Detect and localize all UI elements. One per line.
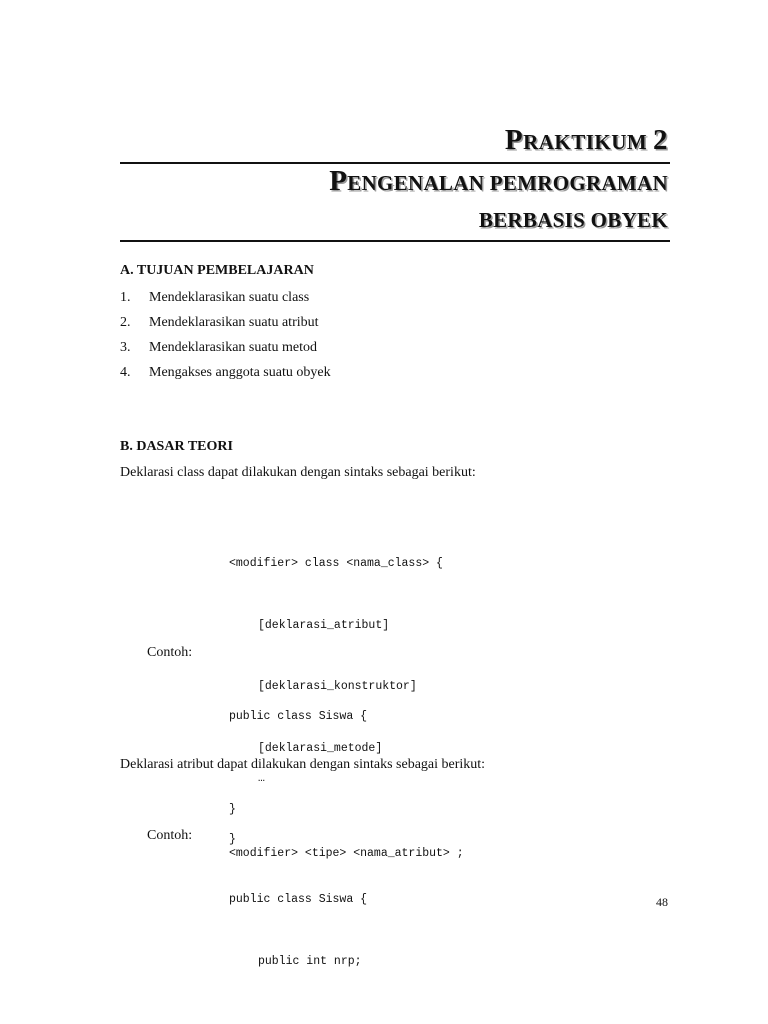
chapter-label	[505, 124, 668, 157]
attribute-declaration-paragraph: Deklarasi atribut dapat dilakukan dengan sintaks sebagai berikut:	[120, 757, 486, 772]
list-item: 1. Mendeklarasikan suatu class	[120, 290, 310, 305]
attribute-syntax-code: <modifier> <tipe> <nama_atribut> ;	[229, 847, 464, 860]
page-number: 48	[656, 895, 668, 909]
chapter-label-initial: P	[504, 124, 524, 156]
list-item: 4. Mengakses anggota suatu obyek	[120, 365, 331, 380]
chapter-label-rest: RAKTIKUM	[523, 130, 648, 154]
example-label-1: Contoh:	[147, 645, 193, 660]
example-label-2: Contoh:	[147, 828, 193, 843]
section-a-heading: A. TUJUAN PEMBELAJARAN	[120, 263, 314, 278]
class-declaration-paragraph: Deklarasi class dapat dilakukan dengan sintaks sebagai berikut:	[120, 465, 476, 480]
title-line-1-rest: ENGENALAN PEMROGRAMAN	[347, 171, 668, 195]
objectives-list	[120, 288, 331, 388]
title-line-2: BERBASIS OBYEK	[478, 208, 668, 232]
chapter-number: 2	[653, 124, 668, 156]
title-line-1	[329, 165, 668, 198]
list-item: 2. Mendeklarasikan suatu atribut	[120, 315, 319, 330]
attribute-example-code: public class Siswa { public int nrp;	[229, 893, 368, 968]
section-b-heading: B. DASAR TEORI	[120, 439, 233, 454]
title-line-1-initial: P	[329, 165, 348, 197]
title-rule-bottom	[120, 240, 670, 242]
list-item: 3. Mendeklarasikan suatu metod	[120, 340, 317, 355]
class-syntax-code: <modifier> class <nama_class> { [deklarasi_atribut] [deklarasi_konstruktor] [deklarasi_metode] }	[229, 557, 443, 816]
title-rule-top	[120, 162, 670, 164]
class-example-code: public class Siswa { … }	[229, 710, 368, 846]
